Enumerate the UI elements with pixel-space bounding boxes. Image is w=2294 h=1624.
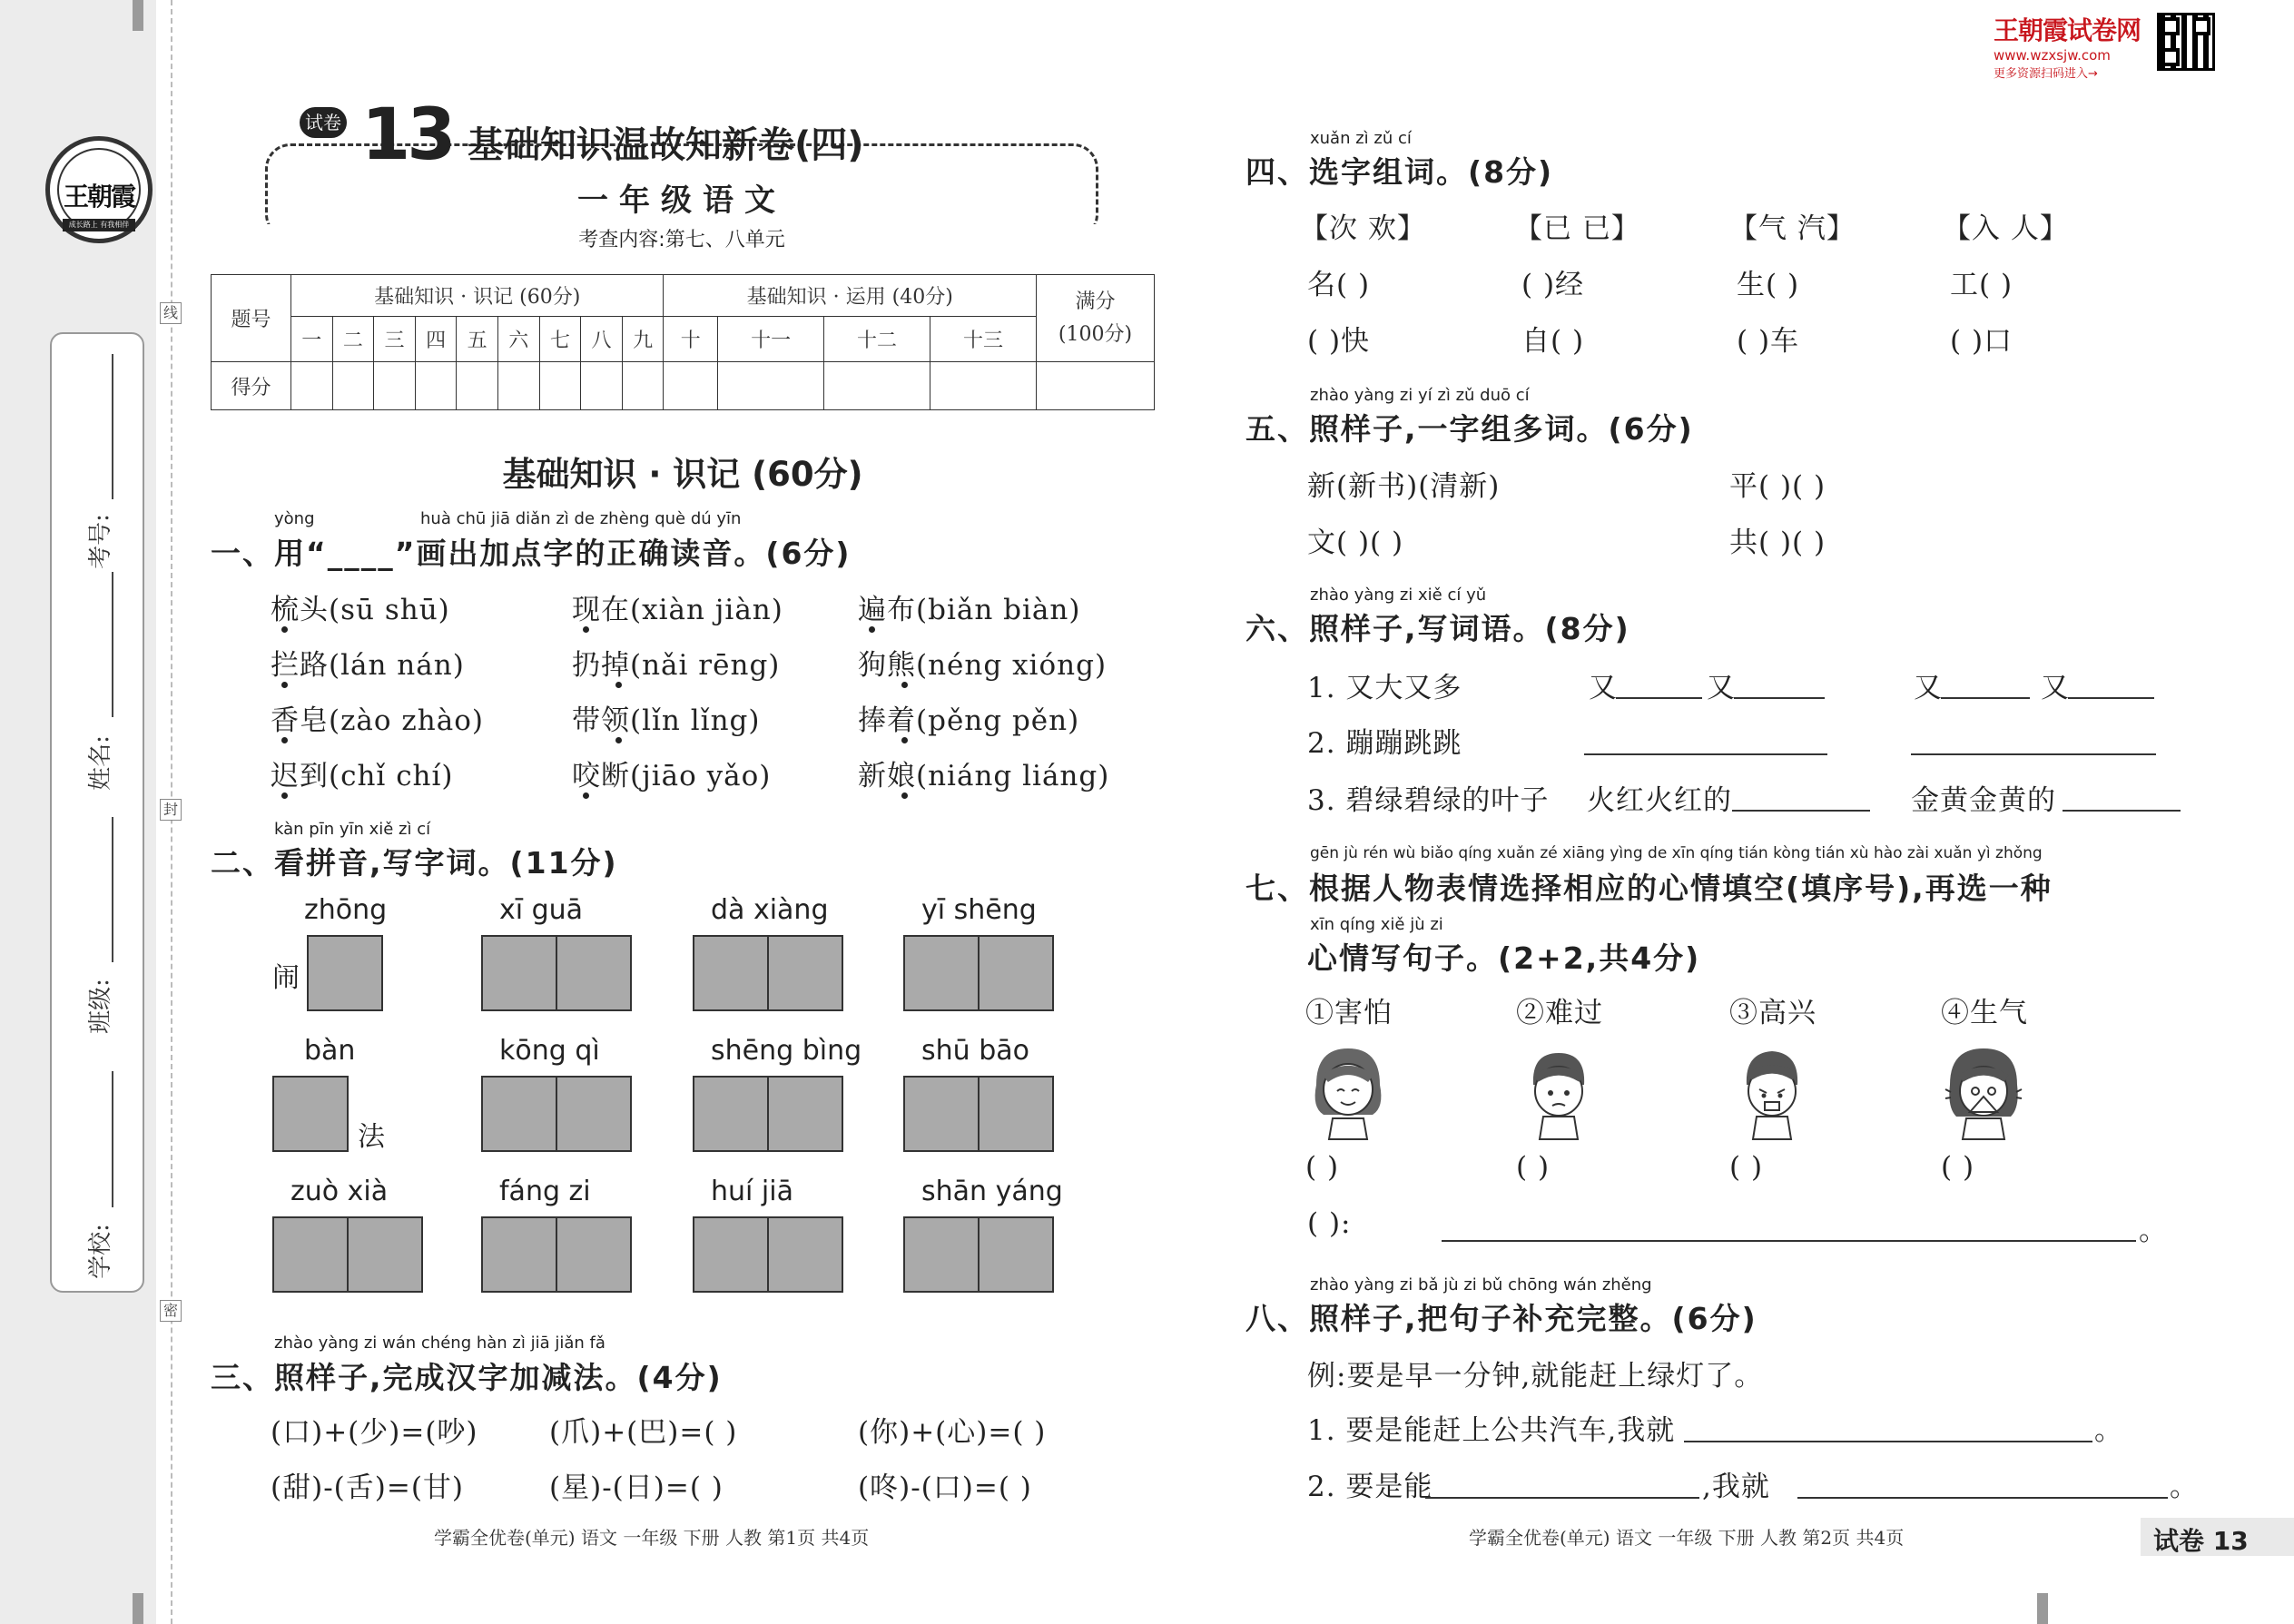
- q7-pinyin-1: gēn jù rén wù biǎo qíng xuǎn zé xiāng yìng de xīn qíng tián kòng tián xù hào zài xuǎn yì zhǒng: [1310, 844, 2043, 862]
- test-number: 13: [361, 94, 453, 176]
- q7-heading-2: 心情写句子。(2+2,共4分): [1307, 940, 1701, 976]
- score-input-cell[interactable]: [374, 362, 416, 410]
- name-input-line[interactable]: [112, 572, 113, 717]
- score-row: [212, 362, 1155, 410]
- score-input-cell[interactable]: [930, 362, 1036, 410]
- class-input-line[interactable]: [112, 817, 113, 962]
- footer-left: 学霸全优卷(单元) 语文 一年级 下册 人教 第1页 共4页: [434, 1527, 870, 1549]
- writing-box[interactable]: [556, 935, 632, 1011]
- q6-blank-3a[interactable]: [1732, 810, 1870, 812]
- q8-blank-2a[interactable]: [1425, 1497, 1699, 1499]
- test-badge: 试卷: [300, 107, 347, 138]
- brand-url[interactable]: www.wzxsjw.com: [1994, 47, 2111, 64]
- q5-row-gong[interactable]: 共( )( ): [1729, 527, 1826, 559]
- q1-item[interactable]: 拦路(lán nán): [271, 649, 465, 682]
- q1-item[interactable]: 咬断(jiāo yǎo): [572, 760, 772, 792]
- q6-you-1b: 又: [1707, 672, 1736, 704]
- writing-box[interactable]: [978, 935, 1054, 1011]
- q5-row-wen[interactable]: 文( )( ): [1307, 527, 1404, 559]
- q7-mood-option: ③高兴: [1729, 997, 1816, 1029]
- full-score-cell: [1037, 275, 1155, 362]
- emphasis-dot: [281, 682, 288, 688]
- q4-blank-b[interactable]: ( )车: [1737, 325, 1800, 358]
- q6-blank-1a[interactable]: [1616, 697, 1702, 699]
- q3-pinyin: zhào yàng zi wán chéng hàn zì jiā jiǎn fǎ: [274, 1334, 605, 1353]
- score-table: [211, 274, 1155, 410]
- q4-blank-a[interactable]: 工( ): [1950, 269, 2013, 301]
- scope-label: 考查内容:第七、八单元: [569, 229, 793, 251]
- strip-mark: [133, 1593, 143, 1624]
- score-input-cell[interactable]: [415, 362, 457, 410]
- page-number-text: 试卷 13: [2153, 1526, 2249, 1556]
- q3-item[interactable]: (你)+(心)=( ): [858, 1416, 1047, 1449]
- q6-line3b: 火红火红的: [1587, 784, 1732, 817]
- q4-blank-b[interactable]: 自( ): [1521, 325, 1585, 358]
- writing-box[interactable]: [693, 1216, 769, 1293]
- question-number-cell: 十: [664, 316, 718, 362]
- angry-boy-face-icon: [1731, 1044, 1813, 1144]
- score-input-cell[interactable]: [718, 362, 824, 410]
- q1-item[interactable]: 捧着(pěng pěn): [858, 704, 1080, 737]
- q3-item: (甜)-(舌)=(甘): [271, 1471, 465, 1504]
- writing-box[interactable]: [978, 1076, 1054, 1152]
- q1-pinyin-a: yòng: [274, 509, 315, 528]
- q1-pinyin-b: huà chū jiā diǎn zì de zhèng què dú yīn: [420, 509, 742, 528]
- question-number-cell: 十一: [718, 316, 824, 362]
- logo-tagline: 成长路上 有我相伴: [63, 219, 135, 231]
- q8-item2b: ,我就: [1702, 1471, 1770, 1503]
- binding-strip: [0, 0, 156, 1624]
- question-number-cell: 九: [622, 316, 664, 362]
- writing-box[interactable]: [903, 935, 980, 1011]
- q8-blank-2b[interactable]: [1797, 1497, 2168, 1499]
- scope-text: [265, 224, 1098, 252]
- emphasis-dot: [583, 792, 589, 799]
- q7-pinyin-2: xīn qíng xiě jù zi: [1310, 915, 1443, 934]
- q1-item[interactable]: 新娘(niáng liáng): [858, 760, 1110, 792]
- q2-pinyin: zuò xià: [290, 1176, 389, 1207]
- q5-heading: 五、照样子,一字组多词。(6分): [1245, 411, 1694, 447]
- q1-item[interactable]: 狗熊(néng xióng): [858, 649, 1108, 682]
- q4-heading: 四、选字组词。(8分): [1245, 154, 1554, 190]
- q7-heading-1: 七、根据人物表情选择相应的心情填空(填序号),再选一种: [1245, 871, 2053, 906]
- writing-box[interactable]: [903, 1076, 980, 1152]
- writing-box[interactable]: [556, 1216, 632, 1293]
- writing-box[interactable]: [767, 935, 843, 1011]
- q2-pinyin: zhōng: [304, 894, 388, 926]
- exam-number-label: 考号:: [86, 514, 114, 569]
- qr-code-icon[interactable]: [2157, 13, 2215, 71]
- q3-item: (口)+(少)=(吵): [271, 1416, 478, 1449]
- q8-pinyin: zhào yàng zi bǎ jù zi bǔ chōng wán zhěng: [1310, 1275, 1652, 1294]
- score-input-cell[interactable]: [539, 362, 581, 410]
- score-input-cell[interactable]: [291, 362, 333, 410]
- student-info-box: [50, 332, 144, 1293]
- q7-mood-option: ②难过: [1516, 997, 1603, 1029]
- q4-pair: 【已 已】: [1514, 212, 1640, 245]
- q6-line3: 3. 碧绿碧绿的叶子: [1307, 784, 1550, 817]
- writing-box[interactable]: [272, 1216, 349, 1293]
- q4-pinyin: xuǎn zì zǔ cí: [1310, 129, 1412, 148]
- q1-item[interactable]: 迟到(chǐ chí): [271, 760, 454, 792]
- q2-suffix-char: 法: [358, 1121, 385, 1153]
- q8-item1-period: 。: [2094, 1414, 2123, 1447]
- strip-mark: [2037, 1593, 2048, 1624]
- question-number-cell: 二: [332, 316, 374, 362]
- q7-sentence-line[interactable]: [1442, 1240, 2136, 1242]
- q8-example: 例:要是早一分钟,就能赶上绿灯了。: [1307, 1360, 1764, 1393]
- q3-item[interactable]: (咚)-(口)=( ): [858, 1471, 1032, 1504]
- q7-answer-paren[interactable]: ( ): [1941, 1151, 1975, 1184]
- question-number-cell: 一: [291, 316, 333, 362]
- writing-box[interactable]: [481, 935, 557, 1011]
- question-number-label: 题号: [212, 275, 291, 362]
- q6-pinyin: zhào yàng zi xiě cí yǔ: [1310, 586, 1487, 605]
- score-input-cell[interactable]: [664, 362, 718, 410]
- publisher-logo: [45, 136, 153, 243]
- q4-blank-a[interactable]: 名( ): [1307, 269, 1371, 301]
- brand-name: 王朝霞试卷网: [1994, 15, 2141, 45]
- school-label: 学校:: [86, 1224, 114, 1279]
- q6-heading: 六、照样子,写词语。(8分): [1245, 611, 1630, 646]
- q8-item2a: 2. 要是能: [1307, 1471, 1433, 1503]
- q3-item[interactable]: (爪)+(巴)=( ): [549, 1416, 738, 1449]
- usage-group-header: 基础知识 · 运用 (40分): [664, 275, 1037, 317]
- name-label: 姓名:: [86, 735, 114, 791]
- total-score-cell[interactable]: [1037, 362, 1155, 410]
- emphasis-dot: [869, 626, 875, 633]
- q1-item[interactable]: 遍布(biǎn biàn): [858, 594, 1081, 626]
- test-title: 基础知识温故知新卷(四): [468, 124, 864, 166]
- q2-pinyin: bàn: [304, 1035, 356, 1067]
- q2-pinyin: dà xiàng: [711, 894, 829, 926]
- score-input-cell[interactable]: [824, 362, 930, 410]
- q6-blank-3b[interactable]: [2063, 810, 2181, 812]
- emphasis-dot: [615, 682, 622, 688]
- seal-char-line: 线: [160, 302, 182, 324]
- q8-item2-period: 。: [2170, 1471, 2199, 1503]
- q1-item[interactable]: 扔掉(nǎi rēng): [572, 649, 781, 682]
- q3-item[interactable]: (星)-(日)=( ): [549, 1471, 724, 1504]
- brand-hint: 更多资源扫码进入→: [1994, 67, 2098, 81]
- smiling-girl-face-icon: [1307, 1044, 1389, 1144]
- q2-pinyin: huí jiā: [711, 1176, 793, 1207]
- q6-you-1d: 又: [2041, 672, 2070, 704]
- q7-answer-paren[interactable]: ( ): [1516, 1151, 1551, 1184]
- score-input-cell[interactable]: [497, 362, 539, 410]
- q5-pinyin: zhào yàng zi yí zì zǔ duō cí: [1310, 386, 1530, 405]
- page-number-badge: [2141, 1518, 2294, 1556]
- q2-pinyin: yī shēng: [921, 894, 1037, 926]
- q6-blank-1b[interactable]: [1734, 697, 1825, 699]
- writing-box[interactable]: [481, 1076, 557, 1152]
- q5-row-ping[interactable]: 平( )( ): [1729, 470, 1826, 503]
- writing-box[interactable]: [978, 1216, 1054, 1293]
- score-input-cell[interactable]: [622, 362, 664, 410]
- question-number-cell: 十二: [824, 316, 930, 362]
- question-number-cell: 七: [539, 316, 581, 362]
- q2-pinyin: shān yáng: [921, 1176, 1063, 1207]
- writing-box[interactable]: [347, 1216, 423, 1293]
- score-input-cell[interactable]: [457, 362, 498, 410]
- score-row-label: 得分: [212, 362, 291, 410]
- writing-box[interactable]: [307, 935, 383, 1011]
- emphasis-dot: [615, 737, 622, 743]
- q1-item[interactable]: 带领(lǐn lǐng): [572, 704, 761, 737]
- scared-girl-face-icon: [1943, 1044, 2024, 1144]
- question-number-cell: 八: [581, 316, 623, 362]
- q2-pinyin: shū bāo: [921, 1035, 1029, 1067]
- logo-name: 王朝霞: [63, 182, 134, 212]
- q2-pinyin: xī guā: [499, 894, 584, 926]
- school-input-line[interactable]: [112, 1071, 113, 1207]
- footer-right: 学霸全优卷(单元) 语文 一年级 下册 人教 第2页 共4页: [1469, 1527, 1905, 1549]
- q8-heading: 八、照样子,把句子补充完整。(6分): [1245, 1301, 1757, 1336]
- question-number-row: [212, 316, 1155, 362]
- writing-box[interactable]: [767, 1216, 843, 1293]
- q5-example: 新(新书)(清新): [1307, 470, 1501, 503]
- emphasis-dot: [281, 737, 288, 743]
- question-number-cell: 五: [457, 316, 498, 362]
- q2-pinyin: shēng bìng: [711, 1035, 862, 1067]
- q6-blank-2a[interactable]: [1584, 753, 1827, 755]
- emphasis-dot: [901, 737, 908, 743]
- seal-char-seal: 封: [160, 799, 182, 821]
- strip-mark: [133, 0, 143, 31]
- q7-answer-paren[interactable]: ( ): [1729, 1151, 1764, 1184]
- writing-box[interactable]: [767, 1076, 843, 1152]
- class-label: 班级:: [86, 979, 114, 1034]
- writing-box[interactable]: [693, 1076, 769, 1152]
- q7-answer-paren[interactable]: ( ): [1305, 1151, 1340, 1184]
- writing-box[interactable]: [481, 1216, 557, 1293]
- q6-you-1a: 又: [1589, 672, 1618, 704]
- q4-pair: 【入 人】: [1943, 212, 2069, 245]
- q8-blank-1[interactable]: [1684, 1441, 2092, 1442]
- emphasis-dot: [583, 626, 589, 633]
- q1-heading: 一、用“____”画出加点字的正确读音。(6分): [211, 536, 852, 571]
- exam-number-input-line[interactable]: [112, 354, 113, 499]
- q2-pinyin: fáng zi: [499, 1176, 591, 1207]
- writing-box[interactable]: [693, 935, 769, 1011]
- emphasis-dot: [281, 626, 288, 633]
- q7-period: 。: [2139, 1215, 2168, 1247]
- q4-pair: 【次 欢】: [1300, 212, 1426, 245]
- full-score-label: 满分: [1075, 290, 1116, 314]
- subject-title: 一年级语文: [577, 182, 786, 219]
- q2-prefix-char: 闹: [272, 962, 300, 994]
- score-input-cell[interactable]: [332, 362, 374, 410]
- q1-item[interactable]: 香皂(zào zhào): [271, 704, 484, 737]
- q6-line1: 1. 又大又多: [1307, 672, 1462, 704]
- question-number-cell: 六: [497, 316, 539, 362]
- writing-box[interactable]: [556, 1076, 632, 1152]
- score-input-cell[interactable]: [581, 362, 623, 410]
- q1-item[interactable]: 梳头(sū shū): [271, 594, 450, 626]
- recall-group-header: 基础知识 · 识记 (60分): [291, 275, 664, 317]
- seal-char-secret: 密: [160, 1300, 182, 1322]
- writing-box[interactable]: [903, 1216, 980, 1293]
- q6-line3c: 金黄金黄的: [1911, 784, 2056, 817]
- q3-heading: 三、照样子,完成汉字加减法。(4分): [211, 1360, 723, 1395]
- q6-blank-1c[interactable]: [1941, 697, 2030, 699]
- q6-line2: 2. 蹦蹦跳跳: [1307, 727, 1462, 760]
- question-number-cell: 三: [374, 316, 416, 362]
- emphasis-dot: [281, 792, 288, 799]
- q2-heading: 二、看拼音,写字词。(11分): [211, 845, 618, 881]
- q2-pinyin: kōng qì: [499, 1035, 600, 1067]
- q8-item1: 1. 要是能赶上公共汽车,我就: [1307, 1414, 1676, 1447]
- q1-item[interactable]: 现在(xiàn jiàn): [572, 594, 783, 626]
- q7-sentence-start[interactable]: ( ):: [1307, 1207, 1352, 1240]
- q7-mood-option: ①害怕: [1305, 997, 1393, 1029]
- q6-blank-1d[interactable]: [2068, 697, 2154, 699]
- q4-blank-a[interactable]: ( )经: [1521, 269, 1585, 301]
- question-number-cell: 十三: [930, 316, 1036, 362]
- emphasis-dot: [901, 682, 908, 688]
- part-title: 基础知识 · 识记 (60分): [502, 455, 863, 494]
- writing-box[interactable]: [272, 1076, 349, 1152]
- q4-blank-a[interactable]: 生( ): [1737, 269, 1800, 301]
- q2-pinyin: kàn pīn yīn xiě zì cí: [274, 820, 431, 839]
- q4-blank-b[interactable]: ( )快: [1307, 325, 1371, 358]
- q4-pair: 【气 汽】: [1729, 212, 1856, 245]
- full-score-value: (100分): [1058, 322, 1133, 346]
- emphasis-dot: [901, 792, 908, 799]
- q4-blank-b[interactable]: ( )口: [1950, 325, 2013, 358]
- q7-mood-option: ④生气: [1941, 997, 2028, 1029]
- sad-boy-face-icon: [1518, 1044, 1600, 1144]
- q6-you-1c: 又: [1914, 672, 1943, 704]
- question-number-cell: 四: [415, 316, 457, 362]
- q6-blank-2b[interactable]: [1911, 753, 2156, 755]
